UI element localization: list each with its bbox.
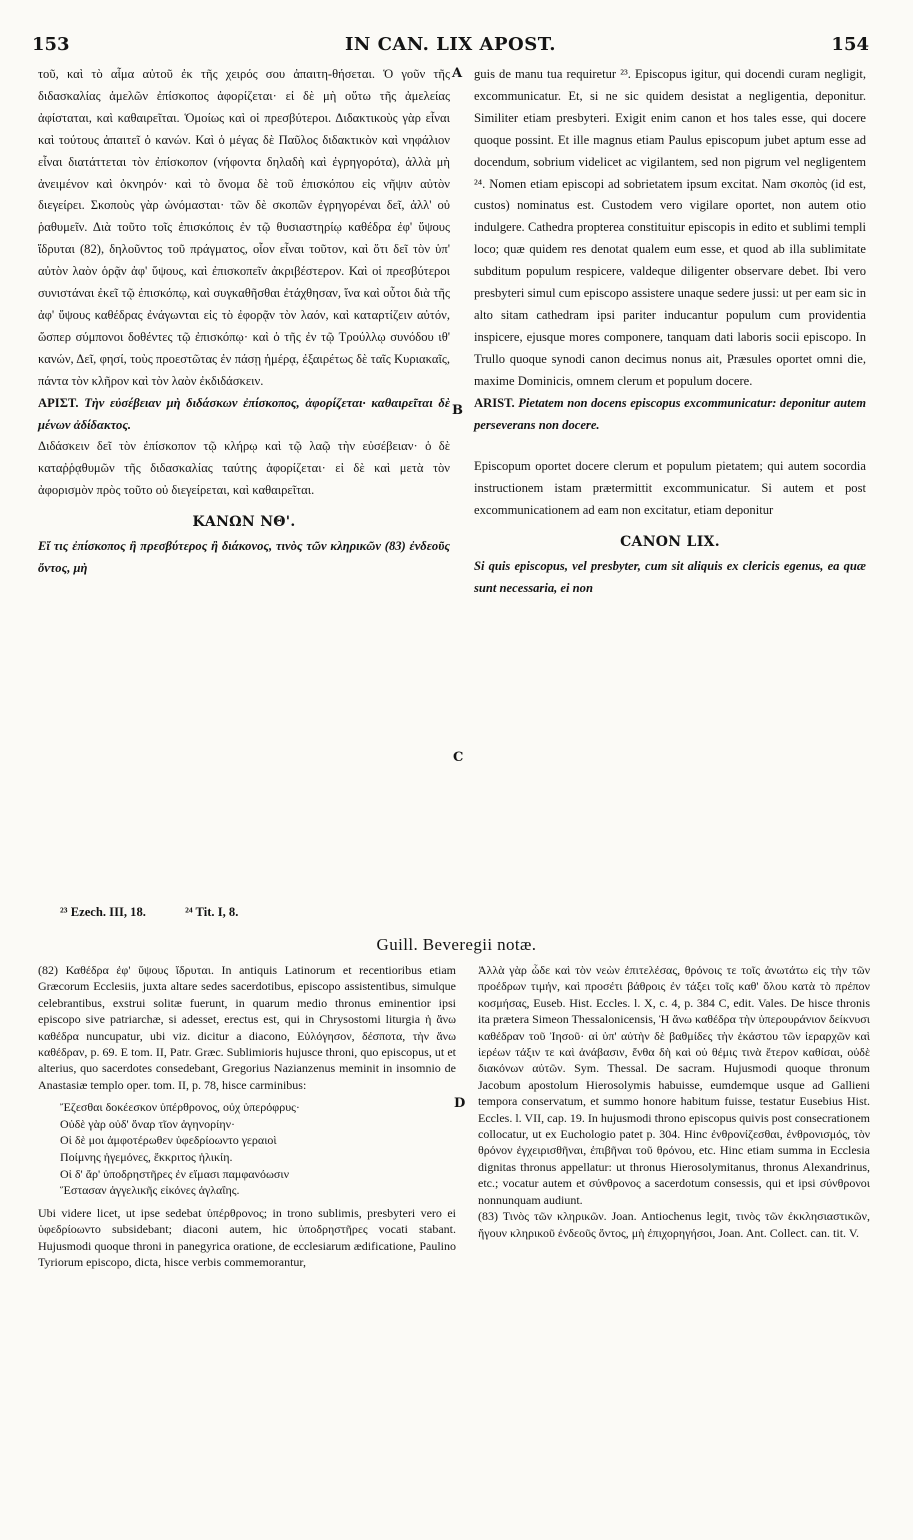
page-number-left: 153 <box>32 34 70 55</box>
latin-arist-text: Pietatem non docens episcopus excommunicatur: deponitur autem perseverans non docere. <box>474 395 867 432</box>
margin-letter-b: B <box>452 403 463 418</box>
verse-line: Οἱ δ' ἄρ' ὑποδρηστῆρες ἐν εἵμασι παμφανόωσιν <box>60 1166 290 1181</box>
greek-arist-summary <box>38 393 450 437</box>
notes-left-column <box>38 962 456 1270</box>
margin-letter-d: D <box>454 1096 466 1111</box>
spacer <box>474 436 866 456</box>
greek-arist-text: Τὴν εὐσέβειαν μὴ διδάσκων ἐπίσκοπος, ἀφορίζεται· καθαιρεῖται δὲ μένων ἀδίδακτος. <box>38 395 451 432</box>
greek-canon-heading: ΚΑΝΩΝ ΝΘ'. <box>192 514 296 531</box>
running-title: IN CAN. LIX APOST. <box>344 34 557 55</box>
verse-block <box>60 1099 456 1199</box>
verse-line: Ἕστασαν ἀγγελικῆς εἰκόνες ἀγλαΐης. <box>60 1183 240 1198</box>
latin-column <box>474 64 866 600</box>
notes-title: Guill. Beveregii notæ. <box>376 935 537 954</box>
greek-column <box>38 64 450 580</box>
footnotes <box>60 905 274 920</box>
notes-right-column <box>478 962 870 1241</box>
footnote: ²³ Ezech. III, 18. <box>60 905 146 919</box>
latin-arist-commentary: Episcopum oportet docere clerum et populum pietatem; qui autem socordia instructionem istam prætermittit excommunicatur. Si autem et post excommunicationem ad eam non excitatur, etiam deponitur <box>474 459 866 518</box>
greek-arist-label: ΑΡΙΣΤ. <box>38 395 79 410</box>
latin-arist-label: ARIST. <box>474 395 515 410</box>
latin-canon-heading: CANON LIX. <box>620 534 720 551</box>
greek-canon-text: Εἴ τις ἐπίσκοπος ἢ πρεσβύτερος ἢ διάκονος, τινὸς τῶν κληρικῶν (83) ἐνδεοῦς ὄντος, μὴ <box>38 539 450 575</box>
verse-line: Οἱ δὲ μοι ἀμφοτέρωθεν ὑφεδρίοωντο γεραιοὶ <box>60 1133 277 1148</box>
margin-letter-c: C <box>453 750 464 765</box>
note-82-continued: Ubi videre licet, ut ipse sedebat ὑπέρθρονος; in trono sublimis, presbyteri vero ei ὑφεδρίοωντο subsidebant; diaconi autem, hic ὑποδρηστῆρες vocati stabant. Hujusmodi quoque throni in panegyrica oratione, de ecclesiarum ædificatione, Paulino Tyriorum episcopo, dicta, hisce verbis commemorantur, <box>38 1205 456 1270</box>
note-82-conclusion: Ἀλλὰ γὰρ ὧδε καὶ τὸν νεὼν ἐπιτελέσας, θρόνοις τε τοῖς ἀνωτάτω εἰς τὴν τῶν προέδρων τιμήν, καὶ προσέτι βάθροις ἐν τάξει τοῖς καθ' ὅλου κατὰ τὸ πρέπον κοσμήσας, Euseb. Hist. Eccles. l. X, c. 4, p. 384 C, edit. Vales. De hisce thronis ita prætera Simeon Thessalonicensis, Ἡ ἄνω καθέδρα τὴν ὑπερουράνιον δείκνυσι καθέδραν τοῦ Ἰησοῦ· αἱ ὑπ' αὐτὴν δὲ βαθμίδες τὴν ἑκάστου τῶν ἱεραρχῶν καὶ ἱερέων τάξιν τε καὶ ἀνάβασιν, ἔνθα δὴ καὶ οὐ θέμις τινὰ ἕτερον καθίσαι, οὐδὲ διακόνων αὐτῶν. Sym. Thessal. De sacram. Hujusmodi quoque thronum Jacobum apostolum Hierosolymis habuisse, eumdemque usque ad Gallieni tempora conservatum, et summo honore habitum fuisse, testatur Eusebius Hist. Eccles. l. VII, cap. 19. In hujusmodi throno episcopus quivis post consecrationem collocatur, ut ex Euchologio patet p. 304. Hinc ἐνθρονίζεσθαι, ἐνθρονισμός, τὸν θρόνον ἐγχειρισθῆναι, ἐπιβῆναι τοῦ θρόνου, etc. Hinc etiam summa in Ecclesia dignitas thronus appellatur: ut thronus Hierosolymitanus, thronus Alexandrinus, etc.; vocatur autem et σύνθρονος a sacerdotum consessis, qui et ipsi σύνθρονοι nonnunquam audiunt. <box>478 963 870 1207</box>
greek-commentary-text: τοῦ, καὶ τὸ αἷμα αὐτοῦ ἐκ τῆς χειρός σου ἀπαιτη-θήσεται. Ὁ γοῦν τῆς διδασκαλίας ἀμελῶν ἐπίσκοπος ἀφορίζεται· εἰ δὲ μὴ οὕτω τῆς ἀμελείας ἀφίσταται, καὶ καθαιρεῖται. Ὁμοίως καὶ οἱ πρεσβύτεροι. Διδακτικοὺς γὰρ εἶναι καὶ τούτους ἀπαιτεῖ ὁ κανών. Καὶ ὁ μέγας δὲ Παῦλος διδακτικὸν καὶ νηφάλιον εἶναι διατάττεται τὸν ἐπίσκοπον (νήφοντα δηλαδὴ καὶ ἐγρηγορότα), ἀλλὰ μὴ ἀνειμένον καὶ ὀκνηρόν· καὶ τὸ ὄνομα δὲ τοῦ ἐπισκόπου εἰς νῆψιν αὐτὸν διεγείρει. Σκοποὺς γὰρ ὠνόμασται· τῶν δὲ σκοπῶν ἐγρηγορέναι δεῖ, ἀλλ' οὐ ῥαθυμεῖν. Διὰ τοῦτο τοῖς ἐπισκόποις ἐν τῷ θυσιαστηρίῳ καθέδρα ἐφ' ὕψους ἵδρυται (82), δηλοῦντος τοῦ πράγματος, οἷον εἶναι τοῦτον, καὶ ὅτι δεῖ τὸν ὑπ' αὐτὸν λαὸν ὁρᾷν ἀφ' ὕψους, καὶ ἐπισκοπεῖν ἀκριβέστερον. Καὶ οἱ πρεσβύτεροι συνιστάναι ἐκεῖ τῷ ἐπισκόπῳ, καὶ συγκαθῆσθαι ἐτάχθησαν, ἵνα καὶ οὗτοι διὰ τῆς ἀφ' ὕψους καθέδρας ἐνάγωνται εἰς τὸ ἐφορᾷν τὸν λαόν, καὶ καταρτίζειν αὐτόν, ὥσπερ σύμπονοι δοθέντες τῷ ἐπισκόπῳ· καὶ ὁ τῆς ἐν τῷ Τρούλλῳ συνόδου ιθ' κανών, Δεῖ, φησί, τοὺς προεστῶτας ἐν πάσῃ ἡμέρᾳ, ἐξαιρέτως δὲ ταῖς Κυριακαῖς, πάντα τὸν κλῆρον καὶ τὸν λαὸν ἐκδιδάσκειν. <box>38 67 450 388</box>
footnote: ²⁴ Tit. I, 8. <box>185 905 239 919</box>
verse-line: Οὐδὲ γὰρ οὐδ' ὄναρ τῖον ἀγηνορίην· <box>60 1116 236 1131</box>
verse-line: Ποίμνης ἡγεμόνες, ἔκκριτος ἡλικίη. <box>60 1150 233 1165</box>
margin-letter-a: A <box>452 66 463 81</box>
greek-arist-commentary: Διδάσκειν δεῖ τὸν ἐπίσκοπον τῷ κλήρῳ καὶ τῷ λαῷ τὴν εὐσέβειαν· ὁ δὲ καταῤῥᾳθυμῶν τῆς διδασκαλίας ταύτης ἀφορίζεται· εἰ δὲ καὶ μετὰ τὸν ἀφορισμὸν πρὸς τοῦτο οὐ διεγείρεται, καὶ καθαιρεῖται. <box>38 439 450 498</box>
note-83: (83) Τινὸς τῶν κληρικῶν. Joan. Antiochenus legit, τινὸς τῶν ἐκκλησιαστικῶν, ἤγουν κληρικοῦ ἐνδεοῦς ὄντος, μὴ ἐπιχορηγήσοι, Joan. Ant. Collect. can. tit. V. <box>478 1209 870 1240</box>
verse-line: Ἔζεσθαι δοκέεσκον ὑπέρθρονος, οὐχ ὑπερόφρυς· <box>60 1100 300 1115</box>
latin-canon-text: Si quis episcopus, vel presbyter, cum sit aliquis ex clericis egenus, ea quæ sunt necessaria, ei non <box>474 559 866 595</box>
note-82: (82) Καθέδρα ἐφ' ὕψους ἵδρυται. In antiquis Latinorum et recentioribus etiam Græcorum Ecclesiis, juxta altare sedes sacerdotibus, episcopo assistentibus, simulque celebrantibus, exstrui solitæ fuerunt, in quarum medio thronus eminentior ipsi episcopo sive patriarchæ, si adesset, erectus est, qui in Chrysostomi liturgia ἡ ἄνω καθέδρα nuncupatur, ubi viz. dicitur a diacono, Εὐλόγησον, δέσποτα, τὴν ἄνω καθέδραν, p. 69. E tom. II, Patr. Græc. Sublimioris hujusce throni, quo episcopus, ut et alterius, quo sacerdotes consedebant, Gregorius Nazianzenus meminit in insomnio de Anastasiæ templo oper. tom. II, p. 78, hisce carminibus: <box>38 963 456 1092</box>
latin-commentary-text: guis de manu tua requiretur ²³. Episcopus igitur, qui docendi curam negligit, excommunicatur. Et, si ne sic quidem desistat a negligentia, deponitur. Similiter etiam presbyteri. Exigit enim canon et hos tales esse, qui docere quoque possint. Et ille magnus etiam Paulus episcopum jubet aptum esse ad docendum, sobrium videlicet ac vigilantem, sed non pigrum vel negligentem ²⁴. Nomen etiam episcopi ad sobrietatem ipsum excitat. Nam σκοπὸς (id est, custos) nominatus est. Custodem vero vigilare oportet, non autem otio indulgere. Cathedra propterea constituitur episcopis in edito et sublimi templi loco; quæ quidem res denotat qualem eum esse, et quod ab illa sublimitate subditum populum respicere, valdeque diligenter observare debet. Ibi vero presbyteri simul cum episcopo assistere unaque sedere jussi: ut per eam sic in alto sitam cathedram ipsi pariter inducantur populum cum providentia inspicere, ejusque mores componere, tanquam dati laboris socii episcopo. In Trullo quoque synodi canon decimus nonus ait, Præsules oportet omni die, maxime Dominicis, omnem clerum et populum docere. <box>474 67 866 388</box>
page-number-right: 154 <box>831 34 869 55</box>
latin-arist-summary <box>474 393 866 437</box>
running-header <box>32 34 869 60</box>
